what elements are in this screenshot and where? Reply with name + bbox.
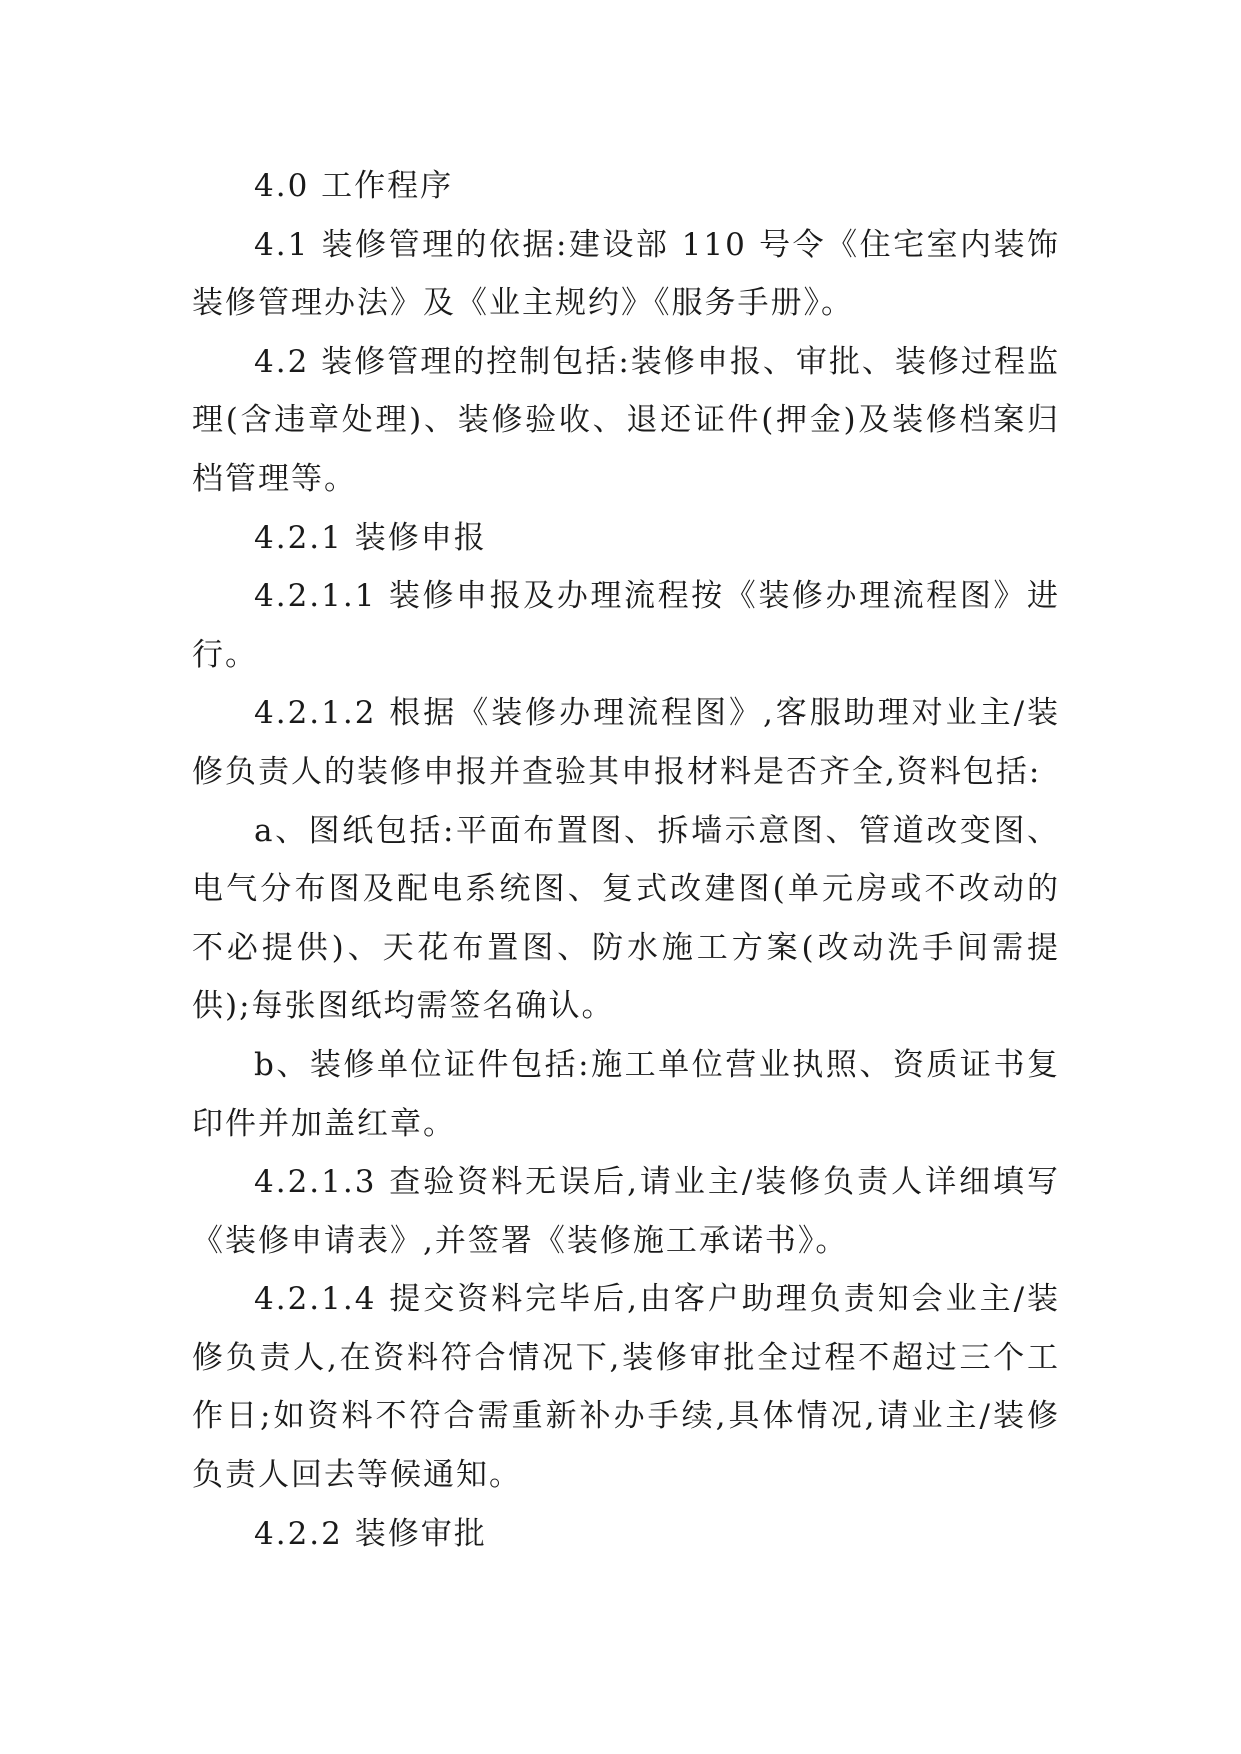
list-item-a: a、图纸包括:平面布置图、拆墙示意图、管道改变图、电气分布图及配电系统图、复式改建图(单元房或不改动的不必提供)、天花布置图、防水施工方案(改动洗手间需提供);每张图纸均需签名确认。 xyxy=(192,812,1060,1025)
document-body xyxy=(192,157,1060,1563)
paragraph-4-1: 4.1 装修管理的依据:建设部 110 号令《住宅室内装饰装修管理办法》及《业主规约》《服务手册》。 xyxy=(192,226,1060,322)
paragraph-4-2-1-2: 4.2.1.2 根据《装修办理流程图》,客服助理对业主/装修负责人的装修申报并查验其申报材料是否齐全,资料包括: xyxy=(192,695,1060,790)
paragraph-4-2-1-1: 4.2.1.1 装修申报及办理流程按《装修办理流程图》进行。 xyxy=(192,578,1060,673)
paragraph-4-2-1-4: 4.2.1.4 提交资料完毕后,由客户助理负责知会业主/装修负责人,在资料符合情况下,装修审批全过程不超过三个工作日;如资料不符合需重新补办手续,具体情况,请业主/装修负责人回去等候通知。 xyxy=(192,1281,1060,1494)
list-item-b: b、装修单位证件包括:施工单位营业执照、资质证书复印件并加盖红章。 xyxy=(192,1046,1060,1142)
paragraph-4-2: 4.2 装修管理的控制包括:装修申报、审批、装修过程监理(含违章处理)、装修验收、退还证件(押金)及装修档案归档管理等。 xyxy=(192,343,1060,497)
heading-4-2-2: 4.2.2 装修审批 xyxy=(254,1515,487,1552)
heading-4-2-1: 4.2.1 装修申报 xyxy=(254,519,487,556)
heading-4-0: 4.0 工作程序 xyxy=(254,168,454,204)
paragraph-4-2-1-3: 4.2.1.3 查验资料无误后,请业主/装修负责人详细填写《装修申请表》,并签署《装修施工承诺书》。 xyxy=(192,1164,1060,1259)
